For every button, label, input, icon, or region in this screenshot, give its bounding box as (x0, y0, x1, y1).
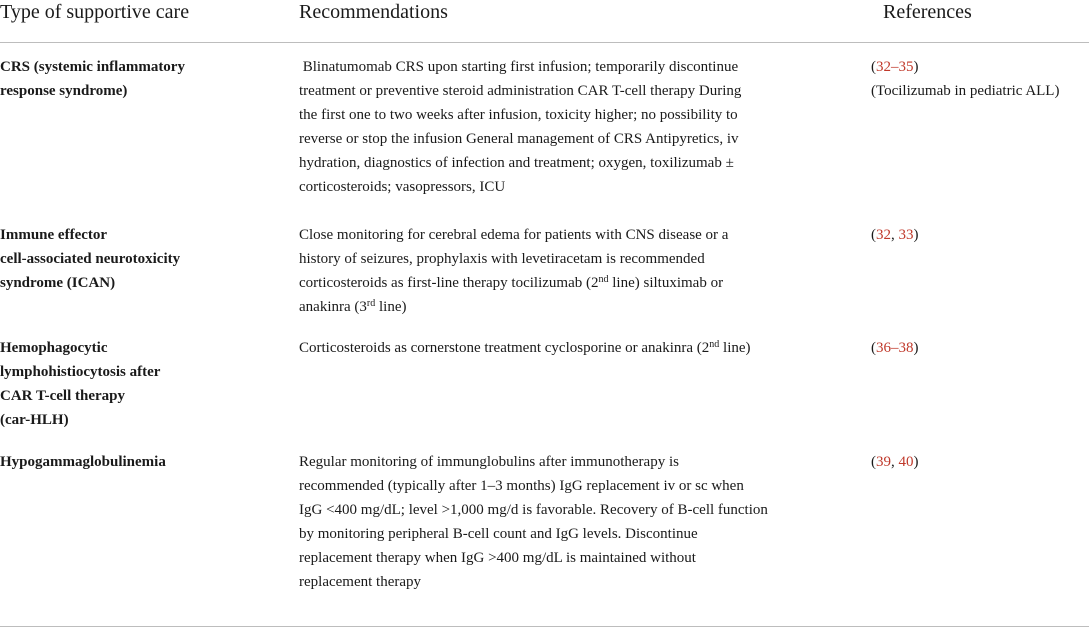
type-cell (0, 55, 250, 103)
recommendation-cell (299, 336, 799, 360)
rec-text: line) (375, 299, 407, 315)
ref-comma: , (891, 227, 899, 243)
type-line: CRS (systemic inflammatory (0, 59, 185, 75)
reference-note: (Tocilizumab in pediatric ALL) (871, 83, 1060, 99)
type-line: Hypogammaglobulinemia (0, 454, 166, 470)
ref-paren: ) (913, 59, 919, 75)
ref-paren: ( (871, 340, 876, 356)
reference-link-36-38[interactable]: 36–38 (876, 340, 914, 356)
rec-text: line) (719, 340, 751, 356)
type-line: (car-HLH) (0, 412, 69, 428)
reference-link-39[interactable]: 39 (876, 454, 891, 470)
type-line: Hemophagocytic (0, 340, 108, 356)
references-cell (871, 450, 1086, 474)
rec-text: Corticosteroids as cornerstone treatment cyclosporine or anakinra (2 (299, 340, 710, 356)
type-line: Immune effector (0, 227, 108, 243)
rec-superscript: rd (366, 298, 376, 309)
rec-line: history of seizures, prophylaxis with levetiracetam is recommended (299, 251, 705, 267)
rec-line: the first one to two weeks after infusion, toxicity higher; no possibility to (299, 107, 738, 123)
type-line: cell-associated neurotoxicity (0, 251, 181, 267)
ref-paren: ( (871, 454, 876, 470)
rec-text: line) siltuximab or (608, 275, 724, 291)
rec-line (299, 295, 799, 319)
type-line: syndrome (ICAN) (0, 275, 116, 291)
rec-line: replacement therapy when IgG >400 mg/dL is maintained without (299, 550, 696, 566)
table-header (0, 0, 1089, 43)
ref-comma: , (891, 454, 899, 470)
ref-paren: ) (913, 227, 919, 243)
ref-paren: ( (871, 227, 876, 243)
rec-superscript: nd (598, 274, 609, 285)
references-cell (871, 223, 1086, 247)
references-cell (871, 336, 1086, 360)
rec-line: Blinatumomab CRS upon starting first infusion; temporarily discontinue (299, 59, 739, 75)
rec-line: corticosteroids; vasopressors, ICU (299, 179, 506, 195)
ref-paren: ( (871, 59, 876, 75)
rec-line (299, 336, 799, 360)
recommendation-cell (299, 450, 799, 594)
reference-link-32-35[interactable]: 32–35 (876, 59, 914, 75)
header-recommendations: Recommendations (299, 1, 448, 23)
rec-line: Close monitoring for cerebral edema for patients with CNS disease or a (299, 227, 729, 243)
rec-line: reverse or stop the infusion General management of CRS Antipyretics, iv (299, 131, 739, 147)
ref-paren: ) (913, 340, 919, 356)
recommendation-cell (299, 223, 799, 319)
type-line: lymphohistiocytosis after (0, 364, 161, 380)
type-line: response syndrome) (0, 83, 128, 99)
rec-line: IgG <400 mg/dL; level >1,000 mg/d is favorable. Recovery of B-cell function (299, 502, 768, 518)
rec-superscript: nd (709, 339, 720, 350)
rec-line: recommended (typically after 1–3 months) IgG replacement iv or sc when (299, 478, 744, 494)
recommendation-cell (299, 55, 799, 199)
rec-text: corticosteroids as first-line therapy tocilizumab (2 (299, 275, 599, 291)
rec-text: anakinra (3 (299, 299, 367, 315)
header-type-of-supportive-care: Type of supportive care (0, 1, 190, 23)
rec-line: hydration, diagnostics of infection and treatment; oxygen, toxilizumab ± (299, 155, 734, 171)
reference-link-32[interactable]: 32 (876, 227, 891, 243)
type-cell (0, 450, 250, 474)
rec-line: Regular monitoring of immunglobulins after immunotherapy is (299, 454, 679, 470)
reference-link-40[interactable]: 40 (898, 454, 914, 470)
reference-link-33[interactable]: 33 (898, 227, 914, 243)
header-references: References (883, 1, 972, 23)
type-cell (0, 223, 250, 295)
rec-line: by monitoring peripheral B-cell count and IgG levels. Discontinue (299, 526, 698, 542)
rec-line: treatment or preventive steroid administration CAR T-cell therapy During (299, 83, 742, 99)
table-bottom-rule (0, 626, 1089, 627)
rec-line (299, 271, 799, 295)
ref-paren: ) (913, 454, 919, 470)
rec-line: replacement therapy (299, 574, 422, 590)
references-cell (871, 55, 1086, 103)
type-cell (0, 336, 250, 432)
type-line: CAR T-cell therapy (0, 388, 125, 404)
